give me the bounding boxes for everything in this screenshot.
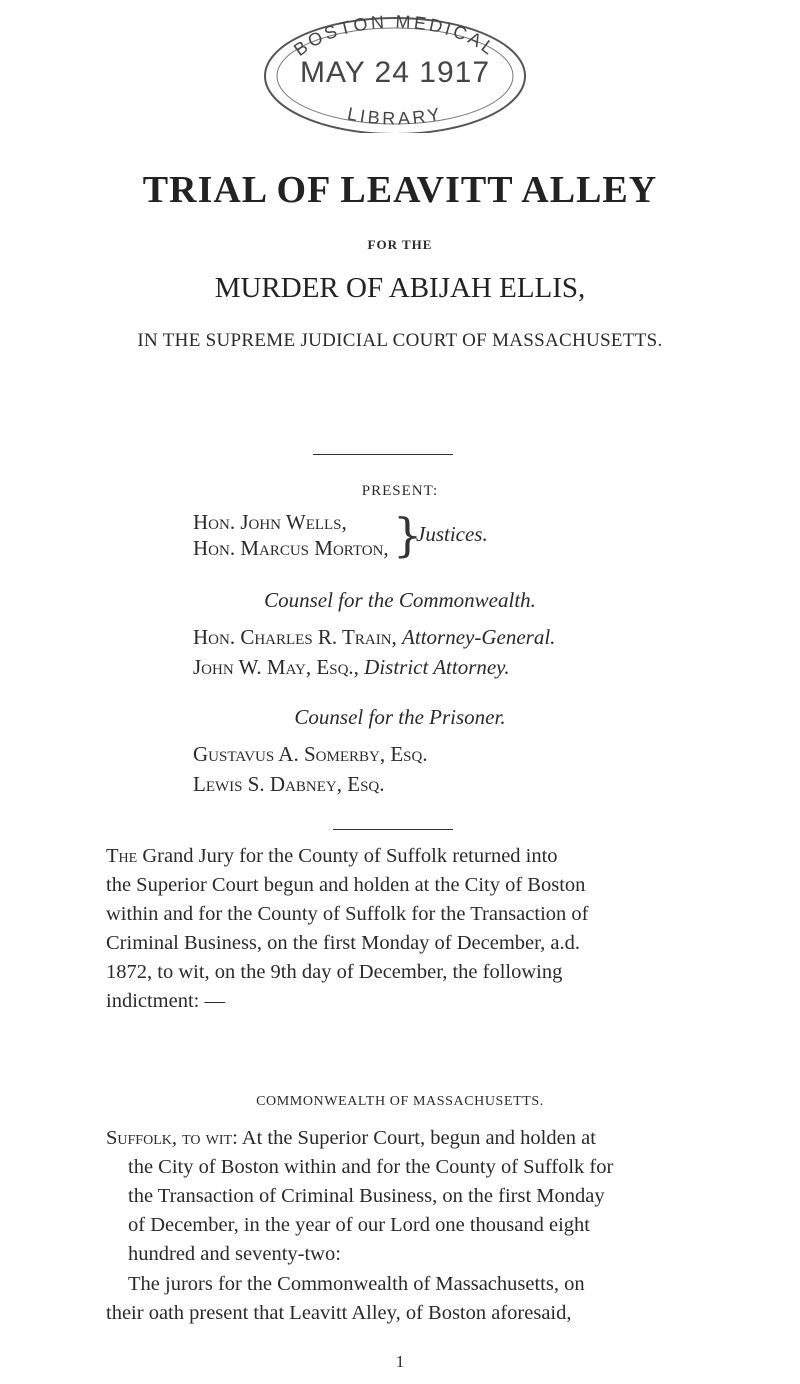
- paragraph-2-line-5: hundred and seventy-two:: [128, 1243, 341, 1265]
- paragraph-1-line-3: within and for the County of Suffolk for the Transaction of: [106, 903, 589, 925]
- paragraph-3: [106, 1270, 585, 1328]
- commonwealth-counsel-line-2: [193, 655, 510, 680]
- justice-2: Hon. Marcus Morton,: [193, 536, 389, 560]
- commonwealth-counsel-2-name: John W. May, Esq.,: [193, 655, 359, 679]
- library-stamp: [245, 8, 545, 133]
- commonwealth-counsel-heading: Counsel for the Commonwealth.: [264, 588, 536, 612]
- court-name: IN THE SUPREME JUDICIAL COURT OF MASSACHUSETTS.: [137, 330, 663, 351]
- stamp-bottom-text: LIBRARY: [345, 103, 445, 129]
- justice-1: Hon. John Wells,: [193, 510, 347, 534]
- indictment-heading: COMMONWEALTH OF MASSACHUSETTS.: [256, 1094, 544, 1109]
- for-the-label: FOR THE: [367, 237, 433, 252]
- page-number: 1: [395, 1352, 405, 1371]
- svg-text:BOSTON MEDICAL: [290, 11, 500, 60]
- paragraph-2-lead: Suffolk, to wit:: [106, 1127, 238, 1149]
- paragraph-1-line-4: Criminal Business, on the first Monday of December, a.d.: [106, 932, 581, 954]
- paragraph-1-line-2: the Superior Court begun and holden at the City of Boston: [106, 874, 586, 896]
- paragraph-1-line-6: indictment: —: [106, 990, 225, 1012]
- divider-top: [313, 454, 453, 455]
- paragraph-1-line-5: 1872, to wit, on the 9th day of December, the following: [106, 961, 563, 983]
- prisoner-counsel-heading: Counsel for the Prisoner.: [294, 705, 506, 729]
- prisoner-counsel-1: Gustavus A. Somerby, Esq.: [193, 742, 428, 766]
- paragraph-2-line-3: the Transaction of Criminal Business, on the first Monday: [128, 1185, 605, 1207]
- commonwealth-counsel-2-role: District Attorney.: [364, 655, 510, 679]
- paragraph-1-first-word: The: [106, 845, 138, 867]
- stamp-top-text: BOSTON MEDICAL: [290, 11, 501, 61]
- justices-label: Justices.: [416, 522, 488, 546]
- stamp-date: MAY 24 1917: [299, 56, 491, 89]
- commonwealth-counsel-line-1: [193, 625, 555, 650]
- paragraph-2-line-1: Suffolk, to wit: At the Superior Court, begun and holden at: [106, 1127, 596, 1149]
- paragraph-3-line-2: their oath present that Leavitt Alley, of Boston aforesaid,: [106, 1302, 572, 1324]
- paragraph-1-line-1: The Grand Jury for the County of Suffolk returned into: [106, 845, 558, 867]
- page-subtitle: MURDER OF ABIJAH ELLIS,: [214, 272, 586, 304]
- paragraph-3-line-1: The jurors for the Commonwealth of Massachusetts, on: [128, 1273, 585, 1295]
- divider-bottom: [333, 829, 453, 830]
- brace-icon: }: [393, 508, 423, 562]
- paragraph-2: [106, 1124, 613, 1269]
- paragraph-2-line-4: of December, in the year of our Lord one thousand eight: [128, 1214, 590, 1236]
- svg-text:LIBRARY: [346, 104, 445, 129]
- commonwealth-counsel-1-name: Hon. Charles R. Train,: [193, 625, 397, 649]
- present-label: PRESENT:: [361, 483, 439, 499]
- page-title: TRIAL OF LEAVITT ALLEY: [142, 169, 658, 211]
- prisoner-counsel-2: Lewis S. Dabney, Esq.: [193, 772, 385, 796]
- commonwealth-counsel-1-role: Attorney-General.: [402, 625, 556, 649]
- paragraph-1: [106, 842, 588, 1016]
- paragraph-2-line-2: the City of Boston within and for the County of Suffolk for: [128, 1156, 614, 1178]
